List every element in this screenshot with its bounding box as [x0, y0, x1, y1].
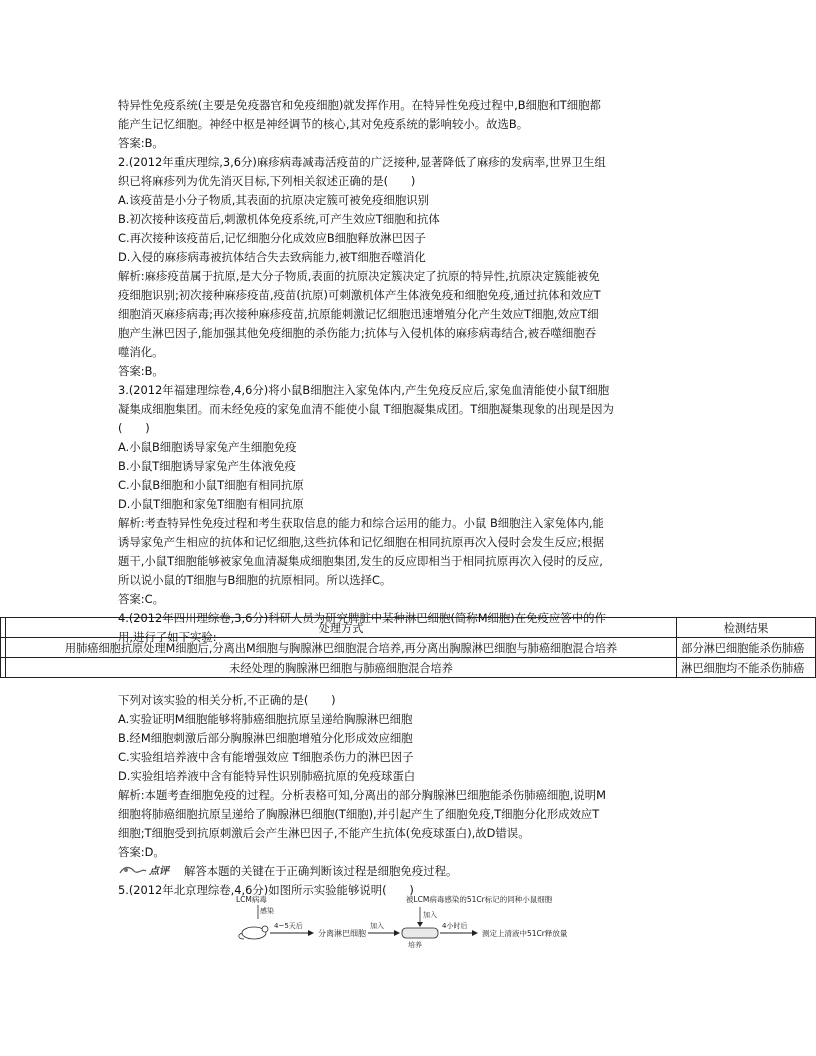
table-cell: 未经处理的胸腺淋巴细胞与肺癌细胞混合培养: [5, 658, 676, 678]
analysis-line: 解析:麻疹疫苗属于抗原,是大分子物质,表面的抗原决定簇决定了抗原的特异性,抗原决定簇能被免: [118, 269, 600, 283]
option-d: D.实验组培养液中含有能特异性识别肺癌抗原的免疫球蛋白: [118, 769, 416, 783]
analysis-line: 题干,小鼠T细胞能够被家兔血清凝集成细胞集团,发生的反应即相当于相同抗原再次入侵时的反应,: [118, 554, 603, 568]
option-b: B.小鼠T细胞诱导家兔产生体液免疫: [118, 459, 296, 473]
add-arrow-2-head: [417, 922, 423, 927]
table-cell: 用肺癌细胞抗原处理M细胞后,分离出M细胞与胸腺淋巴细胞混合培养,再分离出胸腺淋巴细胞与肺癌细胞混合培养: [5, 638, 676, 658]
arrow-1-head: [308, 930, 314, 936]
analysis-line: 细胞消灭麻疹病毒;再次接种麻疹疫苗,抗原能刺激记忆细胞迅速增殖分化产生效应T细胞,效应T细: [118, 307, 599, 321]
analysis-line: 解析:本题考查细胞免疫的过程。分析表格可知,分离出的部分胸腺淋巴细胞能杀伤肺癌细胞,说明M: [118, 788, 606, 802]
dianping-icon: [118, 863, 178, 876]
answer-line: 答案:B。: [118, 364, 164, 378]
question-4-stem: 4.(2012年四川理综卷,3,6分)科研人员为研究脾脏中某种淋巴细胞(简称M细胞)在免疫应答中的作: [118, 611, 606, 625]
dianping-line: [118, 862, 698, 881]
culture-label: 培养: [408, 941, 422, 949]
table-header-row: [1, 618, 816, 638]
answer-line: 答案:C。: [118, 592, 164, 606]
table-row: [1, 638, 816, 658]
measure-label: 测定上清液中51Cr释放量: [482, 929, 568, 938]
arrow-2-head: [394, 930, 400, 936]
table-header-cell: 检测结果: [677, 618, 816, 638]
mouse-icon: [239, 926, 268, 939]
text-line: ( ): [118, 421, 150, 435]
option-a: A.该疫苗是小分子物质,其表面的抗原决定簇可被免疫细胞识别: [118, 193, 429, 207]
option-b: B.初次接种该疫苗后,刺激机体免疫系统,可产生效应T细胞和抗体: [118, 212, 440, 226]
dianping-text: 解答本题的关键在于正确判断该过程是细胞免疫过程。: [184, 864, 458, 878]
option-d: D.小鼠T细胞和家兔T细胞有相同抗原: [118, 497, 304, 511]
dianping-label: 点评: [149, 866, 169, 877]
text-line: 织已将麻疹列为优先消灭目标,下列相关叙述正确的是( ): [118, 174, 416, 188]
text-line: 凝集成细胞集团。而未经免疫的家兔血清不能使小鼠 T细胞凝集成团。T细胞凝集现象的出现是因为: [118, 402, 614, 416]
option-a: A.小鼠B细胞诱导家兔产生细胞免疫: [118, 440, 297, 454]
analysis-line: 解析:考查特异性免疫过程和考生获取信息的能力和综合运用的能力。小鼠 B细胞注入家兔体内,能: [118, 516, 604, 530]
question-3-stem: 3.(2012年福建理综卷,4,6分)将小鼠B细胞注入家兔体内,产生免疫反应后,家兔血清能使小鼠T细胞: [118, 383, 610, 397]
option-d: D.入侵的麻疹病毒被抗体结合失去致病能力,被T细胞吞噬消化: [118, 250, 426, 264]
table-cell: 部分淋巴细胞能杀伤肺癌: [677, 638, 816, 658]
question-4-prompt: 下列对该实验的相关分析,不正确的是( ): [118, 693, 336, 707]
option-c: C.再次接种该疫苗后,记忆细胞分化成效应B细胞释放淋巴因子: [118, 231, 426, 245]
add-label: 加入: [370, 922, 384, 930]
text-line: 特异性免疫系统(主要是免疫器官和免疫细胞)就发挥作用。在特异性免疫过程中,B细胞和T细胞都: [118, 98, 601, 112]
separate-label: 分离淋巴细胞: [318, 929, 366, 938]
text-block-bottom: [118, 691, 698, 900]
option-c: C.小鼠B细胞和小鼠T细胞有相同抗原: [118, 478, 304, 492]
infect-label: 感染: [260, 907, 274, 915]
add-label-2: 加入: [423, 911, 437, 919]
analysis-line: 所以说小鼠的T细胞与B细胞的抗原相同。所以选择C。: [118, 573, 392, 587]
test-tube-icon: [402, 928, 438, 938]
option-b: B.经M细胞刺激后部分胸腺淋巴细胞增殖分化形成效应细胞: [118, 731, 413, 745]
hours-label: 4小时后: [442, 922, 468, 930]
table-header-cell: 处理方式: [5, 618, 676, 638]
text-line: 能产生记忆细胞。神经中枢是神经调节的核心,其对免疫系统的影响较小。故选B。: [118, 117, 529, 131]
text-block-top: [118, 96, 698, 647]
arrow-3-head: [472, 930, 478, 936]
analysis-line: 诱导家兔产生相应的抗体和记忆细胞,这些抗体和记忆细胞在相同抗原再次入侵时会发生反应;根据: [118, 535, 604, 549]
days-label: 4~5天后: [274, 922, 303, 930]
analysis-line: 细胞将肺癌细胞抗原呈递给了胸腺淋巴细胞(T细胞),并引起产生了细胞免疫,T细胞分化形成效应T: [118, 807, 600, 821]
question-2-stem: 2.(2012年重庆理综,3,6分)麻疹病毒减毒活疫苗的广泛接种,显著降低了麻疹的发病率,世界卫生组: [118, 155, 606, 169]
question-5-stem: 5.(2012年北京理综卷,4,6分)如图所示实验能够说明( ): [118, 883, 414, 897]
answer-line: 答案:D。: [118, 845, 165, 859]
lcm-virus-label: LCM病毒: [236, 895, 267, 904]
analysis-line: 细胞;T细胞受到抗原刺激后会产生淋巴因子,不能产生抗体(免疫球蛋白),故D错误。: [118, 826, 530, 840]
option-c: C.实验组培养液中含有能增强效应 T细胞杀伤力的淋巴因子: [118, 750, 414, 764]
table-cell: 淋巴细胞均不能杀伤肺癌: [677, 658, 816, 678]
experiment-table: [0, 617, 816, 678]
experiment-figure: [236, 893, 596, 949]
cells-label: 被LCM病毒感染的51Cr标记的同种小鼠细胞: [406, 895, 553, 904]
table-row: [1, 658, 816, 678]
analysis-line: 噬消化。: [118, 345, 164, 359]
text-line: 用,进行了如下实验:: [118, 630, 217, 644]
analysis-line: 疫细胞识别;初次接种麻疹疫苗,疫苗(抗原)可刺激机体产生体液免疫和细胞免疫,通过抗体和效应T: [118, 288, 601, 302]
option-a: A.实验证明M细胞能够将肺癌细胞抗原呈递给胸腺淋巴细胞: [118, 712, 413, 726]
analysis-line: 胞产生淋巴因子,能加强其他免疫细胞的杀伤能力;抗体与入侵机体的麻疹病毒结合,被吞噬细胞吞: [118, 326, 597, 340]
answer-line: 答案:B。: [118, 136, 164, 150]
